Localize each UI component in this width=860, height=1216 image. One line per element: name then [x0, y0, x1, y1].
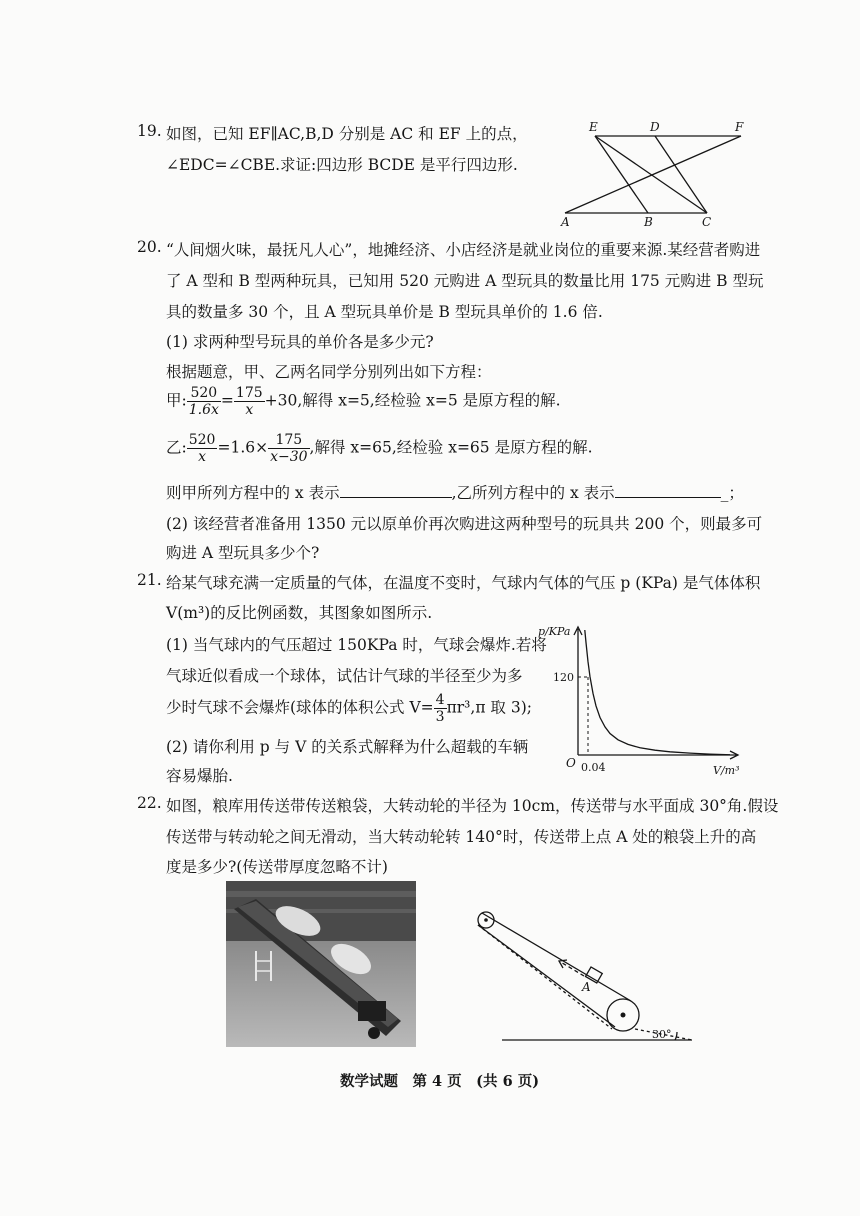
- q20-part1: (1) 求两种型号玩具的单价各是多少元?: [166, 333, 434, 351]
- jia-equals: =: [220, 391, 234, 410]
- graph-x-tick-004: 0.04: [581, 761, 606, 774]
- part1-line3-suffix: πr³,π 取 3);: [446, 698, 532, 717]
- q21-part1-line3: [166, 692, 532, 725]
- small-wheel-center: [484, 918, 488, 922]
- page-footer: 数学试题 第 4 页 (共 6 页): [340, 1073, 540, 1090]
- sphere-volume-fraction: $\frac{4}{3}$: [435, 692, 445, 725]
- yi-tail: ,解得 x=65,经检验 x=65 是原方程的解.: [309, 438, 593, 457]
- graph-x-axis-label: V/m³: [713, 764, 740, 777]
- q21-inverse-function-graph: [530, 615, 750, 785]
- q20-part2-line2: 购进 A 型玩具多少个?: [166, 544, 320, 562]
- q22-text-line3: 度是多少?(传送带厚度忽略不计): [166, 858, 388, 876]
- q19-parallelogram-figure: [555, 118, 755, 230]
- jia-fraction-1: $\frac{520}{1.6x}$: [188, 385, 219, 418]
- q20-equation-jia: [166, 385, 561, 418]
- jia-tail: +30,解得 x=5,经检验 x=5 是原方程的解.: [264, 391, 561, 410]
- q22-number: 22.: [137, 794, 162, 812]
- q19-label-d: D: [650, 120, 660, 134]
- jia-fraction-2: $\frac{175}{x}$: [235, 385, 263, 418]
- q22-text-line2: 传送带与转动轮之间无滑动，当大转动轮转 140°时，传送带上点 A 处的粮袋上升的高: [166, 828, 757, 846]
- q19-label-f: F: [735, 120, 744, 134]
- yi-fraction-1: $\frac{520}{x}$: [188, 432, 216, 465]
- q22-text-line1: 如图，粮库用传送带传送粮袋，大转动轮的半径为 10cm，传送带与水平面成 30°角.假设: [166, 797, 779, 815]
- conveyor-belt-photo: [226, 881, 416, 1047]
- q21-part2-line2: 容易爆胎.: [166, 767, 233, 785]
- answer-blank-jia[interactable]: [340, 497, 452, 498]
- fill-prefix-b: ,乙所列方程中的 x 表示: [451, 484, 615, 502]
- q19-label-a: A: [561, 215, 570, 229]
- q20-equation-yi: [166, 432, 593, 465]
- graph-origin-label: O: [566, 756, 576, 770]
- q21-text-line1: 给某气球充满一定质量的气体，在温度不变时，气球内气体的气压 p (KPa) 是气体体积: [166, 574, 761, 592]
- q21-part2-line1: (2) 请你利用 p 与 V 的关系式解释为什么超载的车辆: [166, 738, 529, 756]
- large-wheel-center: [621, 1013, 626, 1018]
- angle-30-label: 30°: [652, 1028, 672, 1041]
- q19-text-line1: 如图，已知 EF∥AC,B,D 分别是 AC 和 EF 上的点，: [166, 125, 528, 143]
- yi-fraction-2: $\frac{175}{x-30}$: [270, 432, 308, 465]
- q21-part1-line1: (1) 当气球内的气压超过 150KPa 时，气球会爆炸.若将: [166, 636, 547, 654]
- part1-line3-prefix: 少时气球不会爆炸(球体的体积公式 V=: [166, 698, 434, 717]
- q20-part2-line1: (2) 该经营者准备用 1350 元以原单价再次购进这两种型号的玩具共 200 个，则最多可: [166, 515, 763, 533]
- conveyor-belt-diagram: [472, 907, 700, 1047]
- point-a-label: A: [582, 980, 591, 994]
- q20-intro: 根据题意，甲、乙两名同学分别列出如下方程：: [166, 363, 492, 381]
- q20-text-line1: “人间烟火味，最抚凡人心”，地摊经济、小店经济是就业岗位的重要来源.某经营者购进: [166, 241, 761, 259]
- graph-y-axis-label: p/KPa: [538, 625, 571, 638]
- q20-number: 20.: [137, 238, 162, 256]
- q20-text-line2: 了 A 型和 B 型两种玩具，已知用 520 元购进 A 型玩具的数量比用 175 元购进 B 型玩: [166, 272, 764, 290]
- graph-y-tick-120: 120: [553, 671, 574, 684]
- q19-label-c: C: [702, 215, 712, 229]
- q21-number: 21.: [137, 571, 162, 589]
- q21-text-line2: V(m³)的反比例函数，其图象如图所示.: [166, 604, 433, 622]
- q20-fill-blanks: [166, 481, 744, 503]
- yi-label: 乙:: [166, 438, 187, 457]
- q19-text-line2: ∠EDC=∠CBE.求证:四边形 BCDE 是平行四边形.: [166, 156, 518, 174]
- q19-number: 19.: [137, 122, 162, 140]
- q21-part1-line2: 气球近似看成一个球体，试估计气球的半径至少为多: [166, 667, 523, 685]
- q20-text-line3: 具的数量多 30 个，且 A 型玩具单价是 B 型玩具单价的 1.6 倍.: [166, 303, 603, 321]
- hyperbola-curve: [585, 630, 730, 755]
- fill-end: _；: [720, 484, 744, 502]
- yi-middle: =1.6×: [217, 438, 269, 457]
- fill-prefix-a: 则甲所列方程中的 x 表示: [166, 484, 340, 502]
- jia-label: 甲:: [166, 391, 187, 410]
- q19-label-e: E: [589, 120, 598, 134]
- answer-blank-yi[interactable]: [615, 497, 721, 498]
- q19-label-b: B: [644, 215, 653, 229]
